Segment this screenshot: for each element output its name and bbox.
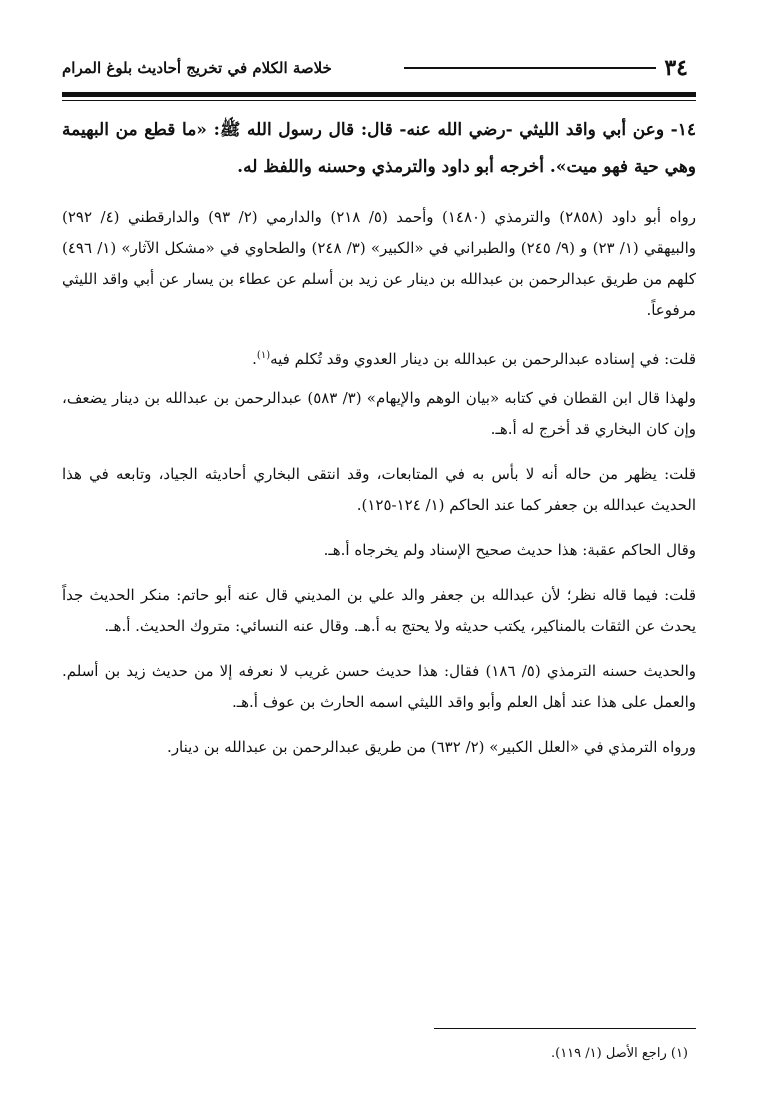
paragraph-tirmidhi-hasan: والحديث حسنه الترمذي (٥/ ١٨٦) فقال: هذا حديث حسن غريب لا نعرفه إلا من حديث زيد بن أسلم. والعمل على هذا عند أهل العلم وأبو واقد الليثي اسمه الحارث بن عوف أ.هـ. bbox=[62, 662, 697, 711]
paragraph-hakim: وقال الحاكم عقبة: هذا حديث صحيح الإسناد ولم يخرجاه أ.هـ. bbox=[323, 541, 696, 559]
header-rule-thick bbox=[62, 92, 696, 97]
footnote-ref[interactable]: (١) bbox=[256, 350, 271, 361]
paragraph-isnad-text: قلت: في إسناده عبدالرحمن بن عبدالله بن دينار العدوي وقد تُكلم فيه bbox=[270, 350, 696, 368]
paragraph-isnad bbox=[62, 340, 696, 375]
footnote: (١) راجع الأصل (١/ ١١٩). bbox=[550, 1046, 688, 1061]
footnote-separator bbox=[434, 1028, 696, 1029]
paragraph-ibn-alqattan: ولهذا قال ابن القطان في كتابه «بيان الوهم والإيهام» (٣/ ٥٨٣) عبدالرحمن بن عبدالله بن دينار يضعف، وإن كان البخاري قد أخرج له أ.هـ. bbox=[62, 389, 697, 438]
paragraph-abdullah-jafar: قلت: فيما قاله نظر؛ لأن عبدالله بن جعفر والد علي بن المديني قال عنه أبو حاتم: منكر الحديث جداً يحدث عن الثقات بالمناكير، يكتب حديثه ولا يحتج به أ.هـ. وقال عنه النسائي: متروك الحديث. أ.هـ. bbox=[62, 586, 696, 635]
page-number: ٣٤ bbox=[664, 55, 688, 81]
header-dash bbox=[404, 67, 656, 69]
paragraph-isnad-end: . bbox=[252, 350, 257, 368]
hadith-text: ١٤- وعن أبي واقد الليثي -رضي الله عنه- قال: قال رسول الله ﷺ: «ما قطع من البهيمة وهي حية فهو ميت». أخرجه أبو داود والترمذي وحسنه واللفظ له. bbox=[62, 120, 696, 177]
main-text bbox=[62, 112, 696, 771]
page-header bbox=[62, 52, 696, 84]
header-rule-thin bbox=[62, 100, 696, 101]
paragraph-mutabaat: قلت: يظهر من حاله أنه لا بأس به في المتابعات، وقد انتقى البخاري أحاديثه الجياد، وتابعه في هذا الحديث عبدالله بن جعفر كما عند الحاكم (١/ ١٢٤-١٢٥). bbox=[62, 465, 696, 514]
running-title: خلاصة الكلام في تخريج أحاديث بلوغ المرام bbox=[62, 59, 332, 77]
paragraph-takhrij: رواه أبو داود (٢٨٥٨) والترمذي (١٤٨٠) وأحمد (٥/ ٢١٨) والدارمي (٢/ ٩٣) والدارقطني (٤/ ٢٩٢) والبيهقي (١/ ٢٣) و (٩/ ٢٤٥) والطبراني في «الكبير» (٣/ ٢٤٨) والطحاوي في «مشكل الآثار» (١/ ٤٩٦) كلهم من طريق عبدالرحمن بن عبدالله بن دينار عن زيد بن أسلم عن عطاء بن يسار عن أبي واقد الليثي مرفوعاً. bbox=[62, 208, 696, 319]
paragraph-ilal: ورواه الترمذي في «العلل الكبير» (٢/ ٦٣٢) من طريق عبدالرحمن بن عبدالله بن دينار. bbox=[167, 738, 696, 756]
